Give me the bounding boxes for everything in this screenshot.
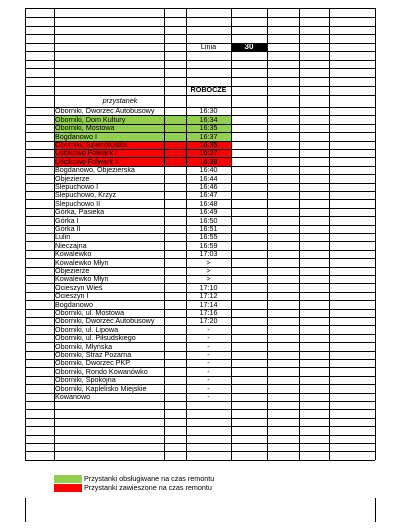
grid-column-line bbox=[375, 498, 376, 522]
grid-row-line bbox=[25, 267, 375, 268]
grid-row-line bbox=[25, 460, 375, 461]
grid-row-line bbox=[25, 208, 375, 209]
stop-time: 16:46 bbox=[199, 183, 218, 191]
grid-row-line bbox=[25, 68, 375, 69]
stop-time: 16:49 bbox=[199, 208, 218, 217]
stop-time: 17:03 bbox=[199, 250, 218, 259]
stop-name: Uścikowo Folwark I bbox=[55, 149, 117, 158]
stop-name: Objezierze bbox=[55, 267, 90, 275]
grid-row-line bbox=[25, 199, 375, 200]
stop-name: Lulin bbox=[55, 233, 71, 242]
grid-row-line bbox=[25, 124, 375, 125]
stop-name: Górka II bbox=[55, 225, 81, 233]
stop-name: Oborniki, ul. Piłsudskiego bbox=[55, 334, 136, 343]
grid-row-line bbox=[25, 225, 375, 226]
grid-row-line bbox=[25, 300, 375, 301]
day-type-header: ROBOCZE bbox=[190, 86, 227, 94]
stop-time: 16:30 bbox=[199, 107, 218, 116]
grid-row-line bbox=[25, 183, 375, 184]
stop-time: 16:51 bbox=[199, 225, 218, 233]
grid-row-line bbox=[25, 157, 375, 158]
stop-time: 17:20 bbox=[199, 317, 218, 326]
stop-time: > bbox=[206, 258, 211, 267]
stop-time: 16:47 bbox=[199, 191, 218, 200]
stop-time: > bbox=[206, 275, 211, 284]
grid-row-line bbox=[25, 8, 375, 9]
legend-swatch-suspended bbox=[54, 484, 82, 492]
stop-name: Oborniki, Dworzec PKP bbox=[55, 359, 131, 368]
stop-time: - bbox=[207, 351, 210, 359]
grid-row-line bbox=[25, 325, 375, 326]
grid-column-line bbox=[329, 8, 330, 460]
grid-row-line bbox=[25, 233, 375, 234]
stop-column-header: przystanek bbox=[102, 97, 138, 105]
legend-suspended-label: Przystanki zawieszone na czas remontu bbox=[84, 484, 212, 492]
grid-row-line bbox=[25, 292, 375, 293]
grid-row-line bbox=[25, 149, 375, 150]
grid-row-line bbox=[25, 95, 375, 96]
grid-row-line bbox=[25, 334, 375, 335]
grid-row-line bbox=[25, 17, 375, 18]
grid-row-line bbox=[25, 401, 375, 402]
line-number: 30 bbox=[231, 43, 267, 51]
grid-row-line bbox=[25, 443, 375, 444]
stop-name: Górka I bbox=[55, 216, 79, 225]
stop-name: Kowanowo bbox=[55, 393, 91, 401]
grid-row-line bbox=[25, 132, 375, 133]
grid-row-line bbox=[25, 86, 375, 87]
stop-time: 16:44 bbox=[199, 174, 218, 183]
grid-row-line bbox=[25, 250, 375, 251]
grid-row-line bbox=[25, 174, 375, 175]
stop-name: Bogdanowo, Objezierska bbox=[55, 166, 135, 175]
grid-column-line bbox=[267, 8, 268, 460]
stop-time: - bbox=[207, 342, 210, 351]
grid-row-line bbox=[25, 384, 375, 385]
grid-row-line bbox=[25, 166, 375, 167]
grid-row-line bbox=[25, 309, 375, 310]
stop-name: Ślepuchowo, Krzyż bbox=[55, 191, 117, 200]
stop-time: 17:16 bbox=[199, 309, 218, 317]
stop-name: Oborniki, Szamotulska bbox=[55, 141, 127, 149]
grid-row-line bbox=[25, 141, 375, 142]
grid-row-line bbox=[25, 77, 375, 78]
grid-row-line bbox=[25, 258, 375, 259]
grid-row-line bbox=[25, 409, 375, 410]
stop-name: Objezierze bbox=[55, 174, 90, 183]
stop-time: 17:10 bbox=[199, 283, 218, 292]
stop-time: 16:37 bbox=[199, 132, 218, 141]
grid-row-line bbox=[25, 435, 375, 436]
grid-row-line bbox=[25, 367, 375, 368]
grid-column-line bbox=[299, 8, 300, 460]
stop-time: 16:40 bbox=[199, 166, 218, 175]
stop-time: 16:55 bbox=[199, 233, 218, 242]
grid-row-line bbox=[25, 426, 375, 427]
grid-row-line bbox=[25, 191, 375, 192]
stop-time: 16:35 bbox=[199, 124, 218, 133]
stop-name: Oborniki, Mostowa bbox=[55, 124, 115, 133]
stop-time: 17:12 bbox=[199, 292, 218, 301]
legend-operational-label: Przystanki obsługiwane na czas remontu bbox=[84, 475, 215, 483]
grid-row-line bbox=[25, 317, 375, 318]
stop-name: Kowalewko bbox=[55, 250, 92, 259]
grid-row-line bbox=[25, 418, 375, 419]
grid-row-line bbox=[25, 275, 375, 276]
stop-time: 16:34 bbox=[199, 115, 218, 124]
grid-row-line bbox=[25, 393, 375, 394]
grid-column-line bbox=[164, 8, 165, 460]
grid-row-line bbox=[25, 115, 375, 116]
stop-time: 16:59 bbox=[199, 241, 218, 250]
line-label: Linia bbox=[200, 43, 217, 51]
stop-name: Oborniki, Młyńska bbox=[55, 342, 113, 351]
stop-name: Ślepuchowo I bbox=[55, 183, 99, 191]
stop-name: Uścikowo Folwark II bbox=[55, 157, 119, 166]
grid-row-line bbox=[25, 241, 375, 242]
stop-name: Oborniki, Spokojna bbox=[55, 376, 116, 385]
grid-row-line bbox=[25, 216, 375, 217]
stop-time: 16:38 bbox=[199, 157, 218, 166]
stop-name: Bogdanowo bbox=[55, 300, 93, 309]
grid-row-line bbox=[25, 342, 375, 343]
stop-time: 17:14 bbox=[199, 300, 218, 309]
stop-time: - bbox=[207, 359, 210, 368]
grid-row-line bbox=[25, 43, 375, 44]
grid-row-line bbox=[25, 51, 375, 52]
stop-time: 16:37 bbox=[199, 149, 218, 158]
stop-name: Kowalewko Młyn bbox=[55, 258, 109, 267]
stop-time: - bbox=[207, 376, 210, 385]
grid-column-line bbox=[375, 8, 376, 460]
stop-name: Oborniki, Dworzec Autobusowy bbox=[55, 317, 155, 326]
stop-name: Nieczajna bbox=[55, 241, 87, 250]
stop-time: 16:48 bbox=[199, 199, 218, 208]
stop-name: Oborniki, ul. Lipowa bbox=[55, 325, 119, 334]
stop-time: - bbox=[207, 393, 210, 401]
grid-column-line bbox=[186, 8, 187, 460]
stop-name: Oborniki, Dworzec Autobusowy bbox=[55, 107, 155, 116]
grid-row-line bbox=[25, 60, 375, 61]
grid-row-line bbox=[25, 359, 375, 360]
grid-row-line bbox=[25, 26, 375, 27]
grid-row-line bbox=[25, 451, 375, 452]
stop-name: Oborniki, Rondo Kowanówko bbox=[55, 367, 148, 376]
stop-time: 16:50 bbox=[199, 216, 218, 225]
grid-column-line bbox=[54, 8, 55, 460]
stop-name: Oborniki, Kaplelisko Miejskie bbox=[55, 384, 147, 393]
grid-column-line bbox=[25, 8, 26, 460]
grid-column-line bbox=[231, 8, 232, 460]
legend-swatch-operational bbox=[54, 475, 82, 483]
stop-name: Bogdanowo I bbox=[55, 132, 97, 141]
stop-time: - bbox=[207, 334, 210, 343]
stop-time: 16:35 bbox=[199, 141, 218, 149]
stop-time: - bbox=[207, 325, 210, 334]
stop-time: - bbox=[207, 367, 210, 376]
stop-name: Ślepuchowo II bbox=[55, 199, 101, 208]
stop-name: Oborniki, Dom Kultury bbox=[55, 115, 126, 124]
grid-column-line bbox=[25, 498, 26, 522]
stop-name: Oborniki, ul. Mostowa bbox=[55, 309, 125, 317]
stop-time: > bbox=[206, 267, 211, 275]
stop-name: Górka, Pasieka bbox=[55, 208, 105, 217]
stop-time: - bbox=[207, 384, 210, 393]
grid-row-line bbox=[25, 351, 375, 352]
stop-name: Ocieszyn I bbox=[55, 292, 89, 301]
grid-row-line bbox=[25, 34, 375, 35]
grid-row-line bbox=[25, 107, 375, 108]
grid-row-line bbox=[25, 376, 375, 377]
stop-name: Ocieszyn Wieś bbox=[55, 283, 103, 292]
grid-row-line bbox=[25, 283, 375, 284]
stop-name: Oborniki, Straż Pożarna bbox=[55, 351, 132, 359]
stop-name: Kowalewko Młyn bbox=[55, 275, 109, 284]
